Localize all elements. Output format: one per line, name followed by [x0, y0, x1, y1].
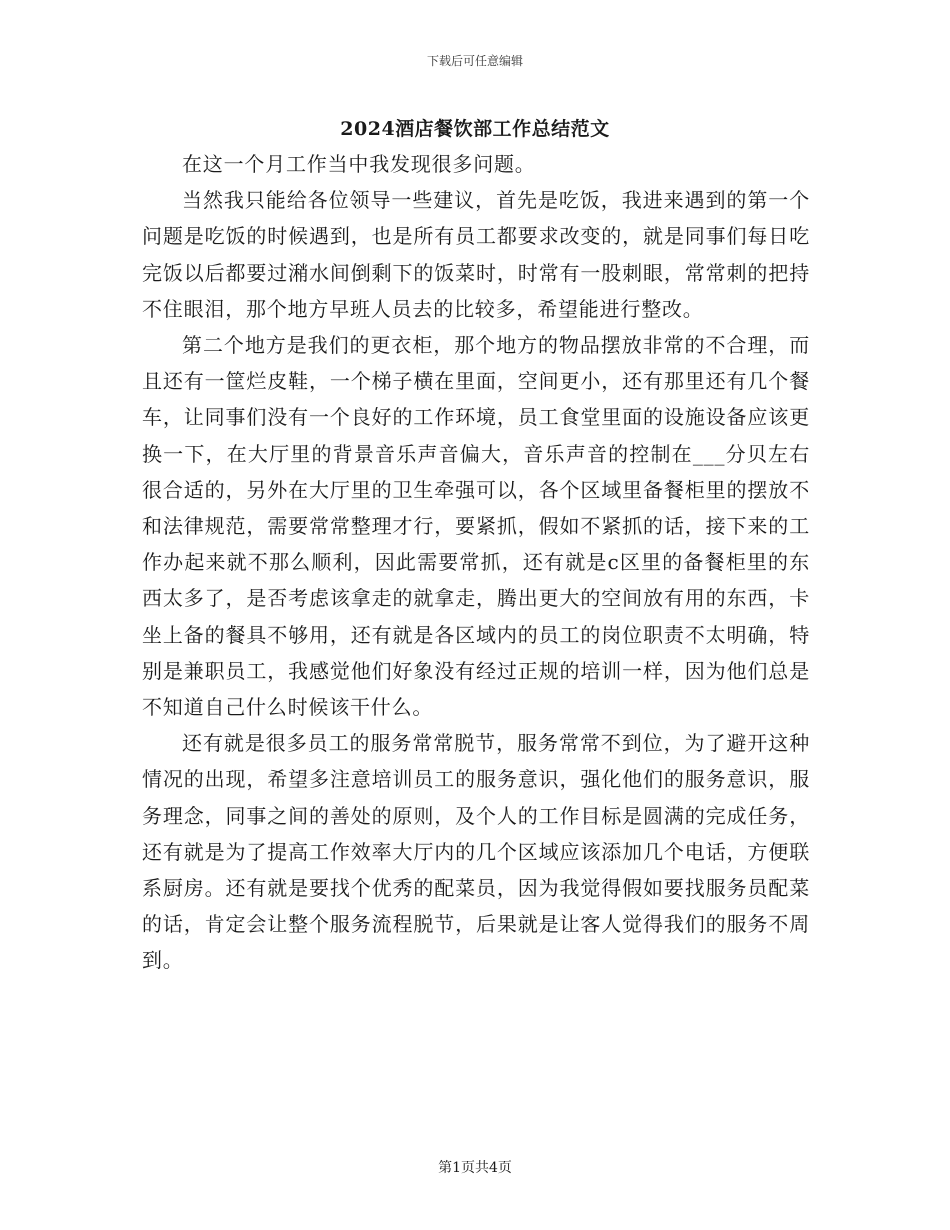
- page-header-note: 下载后可任意编辑: [426, 54, 523, 68]
- paragraph-3: 第二个地方是我们的更衣柜，那个地方的物品摆放非常的不合理，而且还有一筐烂皮鞋，一个梯子横在里面，空间更小，还有那里还有几个餐车，让同事们没有一个良好的工作环境，员工食堂里面的设施设备应该更换一下，在大厅里的背景音乐声音偏大，音乐声音的控制在___分贝左右很合适的，另外在大厅里的卫生牵强可以，各个区域里备餐柜里的摆放不和法律规范，需要常常整理才行，要紧抓，假如不紧抓的话，接下来的工作办起来就不那么顺利，因此需要常抓，还有就是c区里的备餐柜里的东西太多了，是否考虑该拿走的就拿走，腾出更大的空间放有用的东西，卡坐上备的餐具不够用，还有就是各区域内的员工的岗位职责不太明确，特别是兼职员工，我感觉他们好象没有经过正规的培训一样，因为他们总是不知道自己什么时候该干什么。: [142, 333, 810, 720]
- paragraph-2: 当然我只能给各位领导一些建议，首先是吃饭，我进来遇到的第一个问题是吃饭的时候遇到，也是所有员工都要求改变的，就是同事们每日吃完饭以后都要过潲水间倒剩下的饭菜时，时常有一股刺眼，常常刺的把持不住眼泪，那个地方早班人员去的比较多，希望能进行整改。: [142, 188, 810, 321]
- document-title: 2024酒店餐饮部工作总结范文: [340, 118, 610, 140]
- page-number: 第1页共4页: [438, 1160, 512, 1176]
- paragraph-4: 还有就是很多员工的服务常常脱节，服务常常不到位，为了避开这种情况的出现，希望多注意培训员工的服务意识，强化他们的服务意识，服务理念，同事之间的善处的原则，及个人的工作目标是圆满的完成任务，还有就是为了提高工作效率大厅内的几个区域应该添加几个电话，方便联系厨房。还有就是要找个优秀的配菜员，因为我觉得假如要找服务员配菜的话，肯定会让整个服务流程脱节，后果就是让客人觉得我们的服务不周到。: [142, 731, 810, 973]
- paragraph-1: 在这一个月工作当中我发现很多问题。: [182, 152, 536, 176]
- document-body: [142, 146, 810, 979]
